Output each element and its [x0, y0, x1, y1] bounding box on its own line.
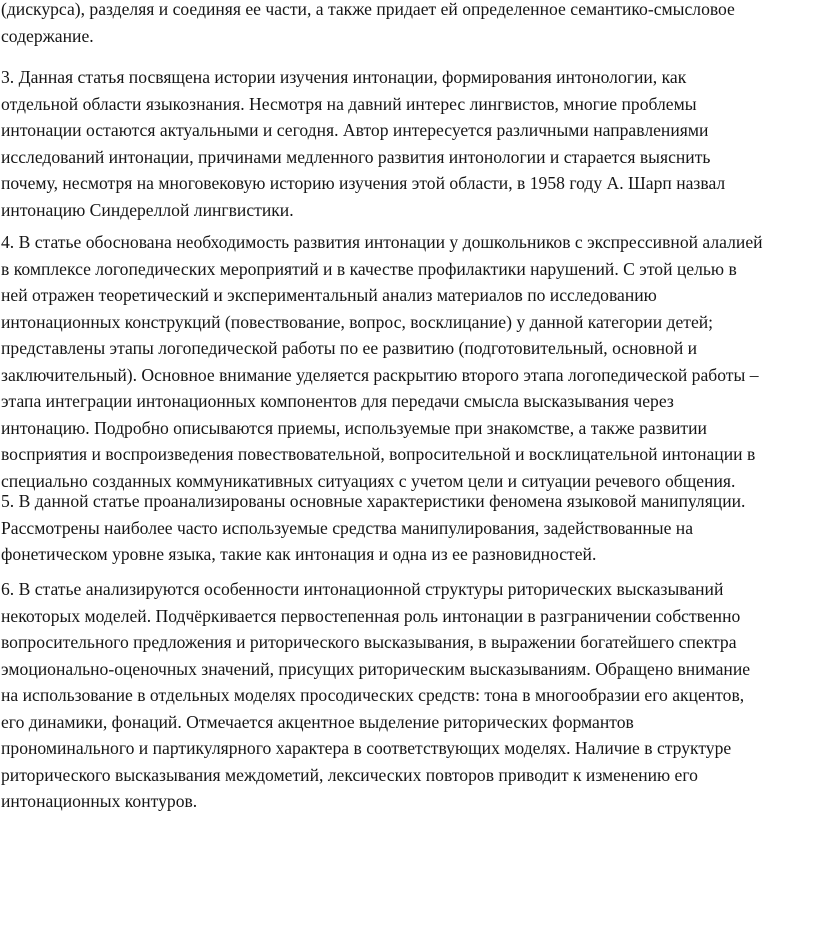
text-line: заключительный). Основное внимание уделяется раскрытию второго этапа логопедической работы – — [1, 364, 759, 385]
text-line: в комплексе логопедических мероприятий и в качестве профилактики нарушений. С этой целью в — [1, 258, 737, 279]
text-line: 6. В статье анализируются особенности интонационной структуры риторических высказываний — [1, 579, 724, 599]
text-line: интонационных контуров. — [1, 791, 198, 811]
paragraph-4 — [1, 229, 813, 494]
text-line: отдельной области языкознания. Несмотря на давний интерес лингвистов, многие проблемы — [1, 93, 697, 114]
text-line: на использование в отдельных моделях просодических средств: тона в многообразии его акцентов, — [1, 685, 745, 705]
text-line: (дискурса), разделяя и соединяя ее части, а также придает ей определенное семантико-смысловое — [1, 0, 735, 19]
text-line: представлены этапы логопедической работы по ее развитию (подготовительный, основной и — [1, 338, 698, 358]
text-line: этапа интеграции интонационных компонентов для передачи смысла высказывания через — [1, 391, 674, 411]
text-line: 4. В статье обоснована необходимость развития интонации у дошкольников с экспрессивной алалией — [1, 232, 763, 252]
text-line: интонацию Синдереллой лингвистики. — [1, 199, 294, 220]
text-line: интонационных конструкций (повествование, вопрос, восклицание) у данной категории детей; — [1, 311, 714, 332]
text-line: интонации остаются актуальными и сегодня. Автор интересуется различными направлениями — [1, 120, 709, 140]
text-line: прономинального и партикулярного характера в соответствующих моделях. Наличие в структуре — [1, 738, 732, 758]
text-line: его динамики, фонаций. Отмечается акцентное выделение риторических формантов — [1, 711, 634, 732]
paragraph-6 — [1, 576, 813, 815]
text-line: фонетическом уровне языка, такие как интонация и одна из ее разновидностей. — [1, 544, 597, 564]
text-line: интонацию. Подробно описываются приемы, используемые при знакомстве, а также развитии — [1, 417, 707, 438]
text-line: Рассмотрены наиболее часто используемые средства манипулирования, задействованные на — [1, 517, 694, 538]
text-line: содержание. — [1, 25, 94, 46]
text-line: восприятия и воспроизведения повествовательной, вопросительной и восклицательной интонации в — [1, 444, 756, 464]
text-line: почему, несмотря на многовековую историю изучения этой области, в 1958 году А. Шарп назвал — [1, 173, 726, 193]
text-line: риторического высказывания междометий, лексических повторов приводит к изменению его — [1, 764, 698, 785]
text-line: 5. В данной статье проанализированы основные характеристики феномена языковой манипуляции. — [1, 491, 746, 511]
text-line: некоторых моделей. Подчёркивается первостепенная роль интонации в разграничении собственно — [1, 605, 741, 626]
text-line: вопросительного предложения и риторического высказывания, в выражении богатейшего спектра — [1, 632, 737, 652]
text-line: эмоционально-оценочных значений, присущих риторическим высказываниям. Обращено внимание — [1, 658, 751, 679]
paragraph-3 — [1, 64, 813, 223]
text-line: 3. Данная статья посвящена истории изучения интонации, формирования интонологии, как — [1, 67, 687, 87]
text-line: ней отражен теоретический и экспериментальный анализ материалов по исследованию — [1, 285, 657, 305]
paragraph-5 — [1, 488, 813, 568]
text-line: исследований интонации, причинами медленного развития интонологии и старается выяснить — [1, 146, 711, 167]
paragraph-intro-tail — [1, 0, 813, 49]
text-line: специально созданных коммуникативных ситуациях с учетом цели и ситуации речевого общения. — [1, 470, 736, 491]
